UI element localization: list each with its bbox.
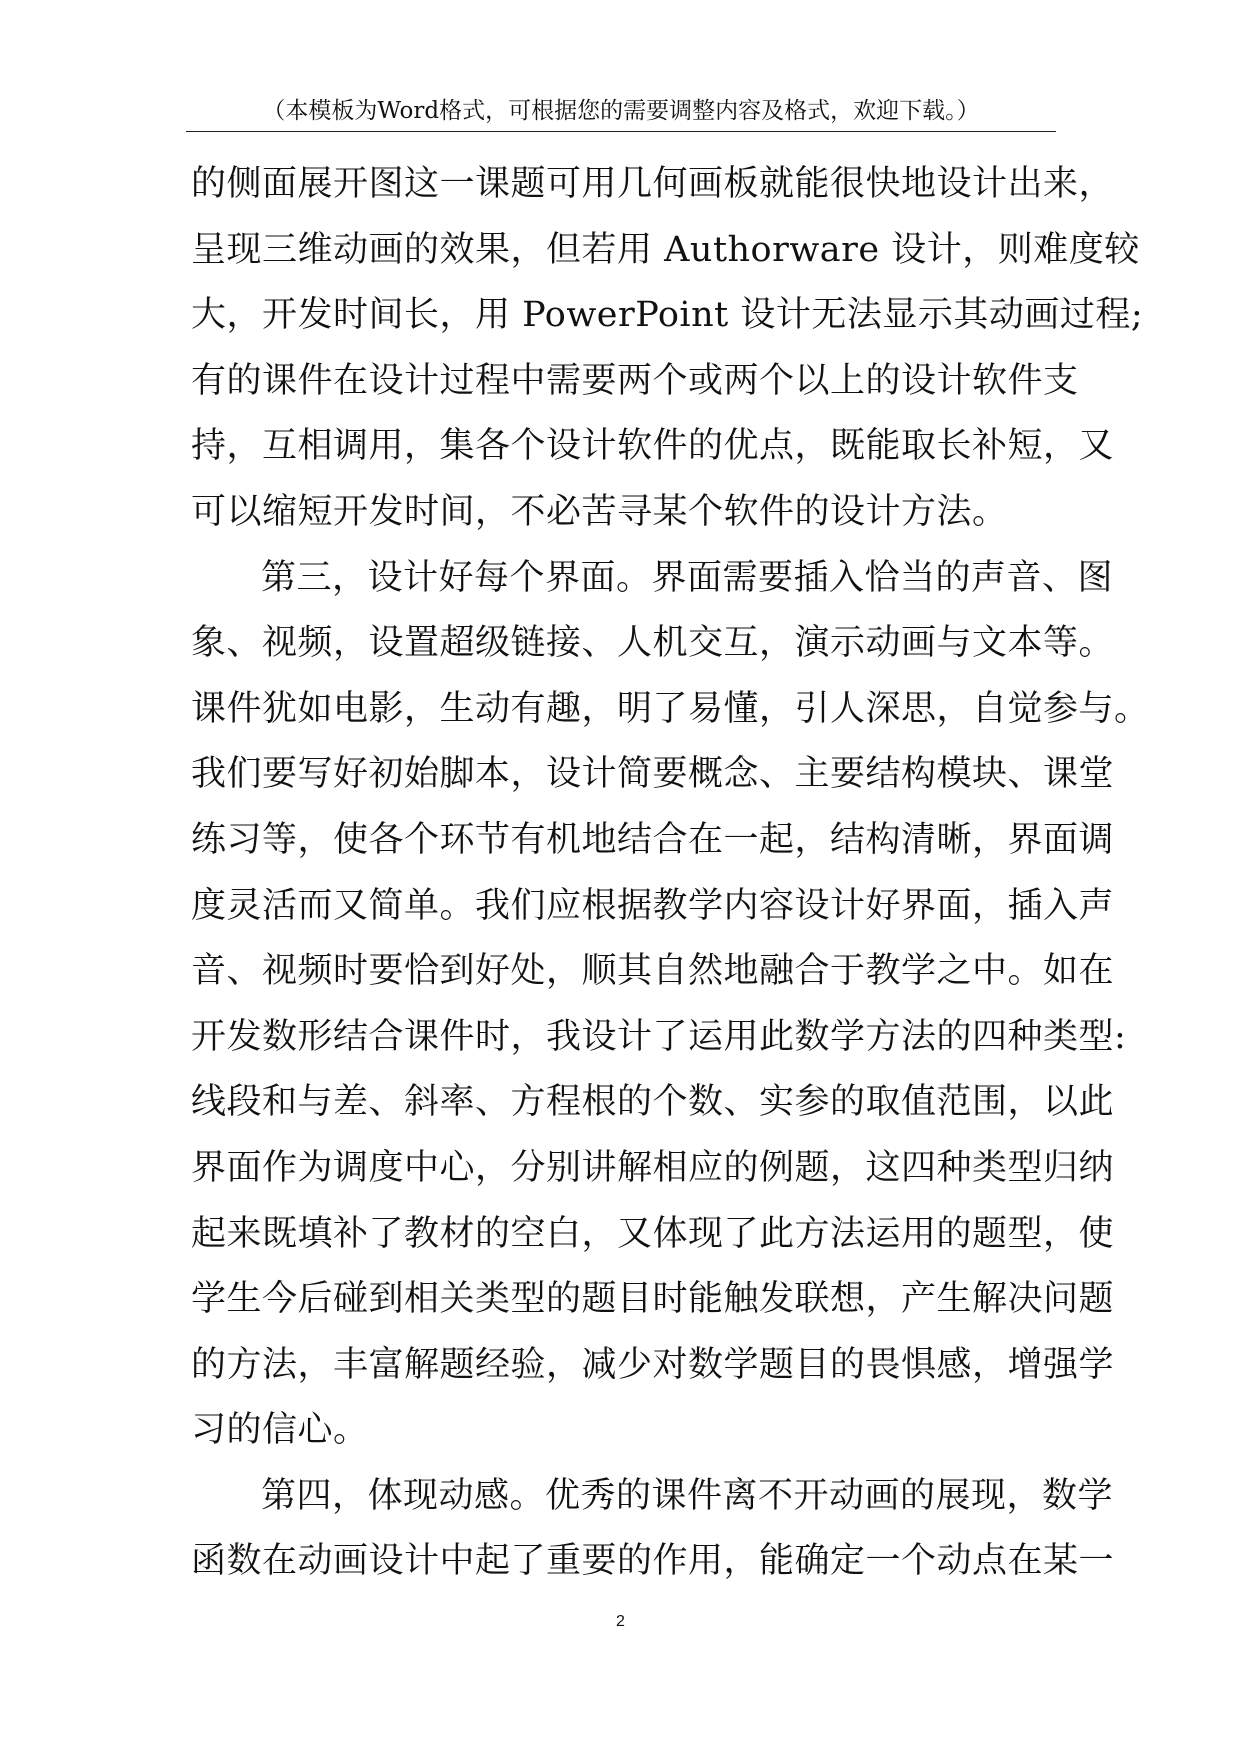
text-line: 课件犹如电影，生动有趣，明了易懂，引人深思，自觉参与。 xyxy=(191,688,1150,729)
text-line: 练习等，使各个环节有机地结合在一起，结构清晰，界面调 xyxy=(191,819,1115,860)
text-line: 有的课件在设计过程中需要两个或两个以上的设计软件支 xyxy=(191,360,1079,401)
text-line: 音、视频时要恰到好处，顺其自然地融合于教学之中。如在 xyxy=(191,951,1115,992)
text-line: 函数在动画设计中起了重要的作用，能确定一个动点在某一 xyxy=(191,1541,1115,1582)
paragraph-first-line: 第三，设计好每个界面。界面需要插入恰当的声音、图 xyxy=(261,557,1114,598)
header-note: （本模板为Word格式，可根据您的需要调整内容及格式，欢迎下载。） xyxy=(262,98,980,124)
body-text xyxy=(191,152,1150,1595)
header-divider xyxy=(186,131,1056,132)
text-line: 开发数形结合课件时，我设计了运用此数学方法的四种类型: xyxy=(191,1016,1127,1057)
page-number: 2 xyxy=(616,1613,625,1630)
text-line: 我们要写好初始脚本，设计简要概念、主要结构模块、课堂 xyxy=(191,754,1115,795)
text-line: 习的信心。 xyxy=(191,1410,369,1451)
text-line: 大，开发时间长，用 PowerPoint 设计无法显示其动画过程; xyxy=(191,295,1144,336)
paragraph-first-line: 第四，体现动感。优秀的课件离不开动画的展现，数学 xyxy=(261,1475,1114,1516)
text-line: 的方法，丰富解题经验，减少对数学题目的畏惧感，增强学 xyxy=(191,1344,1115,1385)
text-line: 学生今后碰到相关类型的题目时能触发联想，产生解决问题 xyxy=(191,1279,1115,1320)
text-line: 的侧面展开图这一课题可用几何画板就能很快地设计出来， xyxy=(191,164,1115,204)
text-line: 呈现三维动画的效果，但若用 Authorware 设计，则难度较 xyxy=(191,229,1140,270)
text-line: 象、视频，设置超级链接、人机交互，演示动画与文本等。 xyxy=(191,623,1115,664)
text-line: 线段和与差、斜率、方程根的个数、实参的取值范围，以此 xyxy=(191,1082,1115,1123)
text-line: 起来既填补了教材的空白，又体现了此方法运用的题型，使 xyxy=(191,1213,1115,1254)
text-line: 界面作为调度中心，分别讲解相应的例题，这四种类型归纳 xyxy=(191,1147,1115,1188)
text-line: 可以缩短开发时间，不必苦寻某个软件的设计方法。 xyxy=(191,491,1008,532)
text-line: 度灵活而又简单。我们应根据教学内容设计好界面，插入声 xyxy=(191,885,1115,926)
text-line: 持，互相调用，集各个设计软件的优点，既能取长补短，又 xyxy=(191,426,1115,467)
